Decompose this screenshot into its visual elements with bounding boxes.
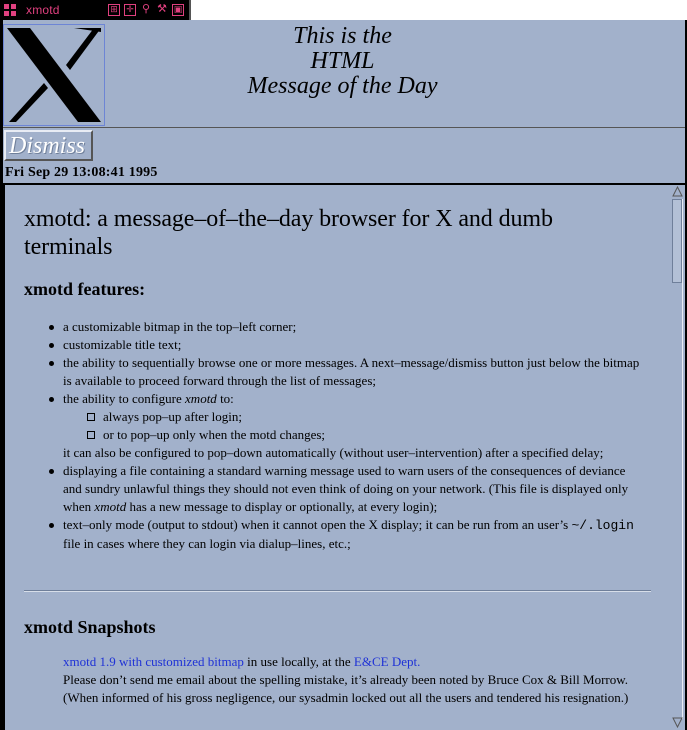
scroll-up-icon[interactable] bbox=[672, 186, 683, 197]
list-item: the ability to sequentially browse one or more messages. A next–message/dismiss button just below the bitmap is available to proceed forward through the list of messages; bbox=[63, 354, 643, 390]
dismiss-button[interactable]: Dismiss bbox=[4, 130, 93, 161]
message-timestamp: Fri Sep 29 13:08:41 1995 bbox=[5, 165, 158, 180]
list-item: displaying a file containing a standard warning message used to warn users of the consequences of deviance and sundry unlawful things they should not even think of doing on your network. (This file is displayed only when xmotd has a new message to display or optionally, at every login); bbox=[63, 462, 643, 516]
move-icon[interactable]: ✛ bbox=[124, 4, 136, 16]
desktop-background bbox=[191, 0, 687, 20]
sublist bbox=[63, 408, 643, 444]
message-view[interactable] bbox=[3, 183, 670, 730]
title-line-1: This is the bbox=[293, 23, 392, 49]
resize-icon[interactable]: ⊞ bbox=[108, 4, 120, 16]
list-item: a customizable bitmap in the top–left corner; bbox=[63, 318, 643, 336]
snapshots-section: xmotd 1.9 with customized bitmap in use locally, at the E&CE Dept. Please don’t send me email about the spelling mistake, it’s already been noted by Bruce Cox & Bill Morrow. (When informed of his gross negligence, our sysadmin locked out all the users and tendered his resignation.) bbox=[63, 654, 629, 705]
x-logo-icon bbox=[4, 25, 104, 125]
header-separator bbox=[3, 127, 685, 128]
list-item: the ability to configure xmotd to: always pop–up after login; or to pop–up only when the motd changes; it can also be configured to pop–down automatically (without user–intervention) after a specified delay; bbox=[63, 390, 643, 462]
x-logo-bitmap bbox=[3, 24, 105, 126]
sublist-item: always pop–up after login; bbox=[87, 408, 643, 426]
sublist-item: or to pop–up only when the motd changes; bbox=[87, 426, 643, 444]
iconify-icon[interactable]: ▣ bbox=[173, 5, 183, 15]
features-heading: xmotd features: bbox=[24, 279, 146, 299]
snapshot-note: Please don’t send me email about the spelling mistake, it’s already been noted by Bruce Cox & Bill Morrow. (When informed of his gross negligence, our sysadmin locked out all the users and tendered his resignation.) bbox=[63, 672, 629, 705]
title-line-3: Message of the Day bbox=[247, 73, 438, 99]
snapshots-heading: xmotd Snapshots bbox=[24, 617, 156, 637]
page-heading: xmotd: a message–of–the–day browser for X and dumb terminals bbox=[24, 206, 553, 260]
search-icon[interactable]: ⚲ bbox=[141, 2, 151, 15]
title-line-2: HTML bbox=[310, 48, 375, 74]
tools-icon[interactable]: ⚒ bbox=[157, 2, 167, 15]
list-item: customizable title text; bbox=[63, 336, 643, 354]
vertical-scrollbar[interactable] bbox=[670, 183, 685, 730]
motd-title bbox=[150, 24, 535, 99]
dept-link[interactable]: E&CE Dept. bbox=[353, 654, 421, 669]
scrollbar-thumb[interactable] bbox=[672, 199, 682, 283]
scrollbar-track[interactable] bbox=[682, 199, 683, 719]
scroll-down-icon[interactable] bbox=[672, 717, 683, 728]
window-titlebar[interactable] bbox=[0, 0, 191, 20]
features-list bbox=[63, 318, 643, 553]
window-title: xmotd bbox=[26, 3, 60, 17]
horizontal-rule bbox=[24, 590, 651, 592]
list-item: text–only mode (output to stdout) when it cannot open the X display; it can be run from an user’s ~/.login file in cases where they can login via dialup–lines, etc.; bbox=[63, 516, 643, 553]
window-menu-icon[interactable] bbox=[4, 4, 16, 16]
snapshot-link[interactable]: xmotd 1.9 with customized bitmap bbox=[63, 654, 244, 669]
